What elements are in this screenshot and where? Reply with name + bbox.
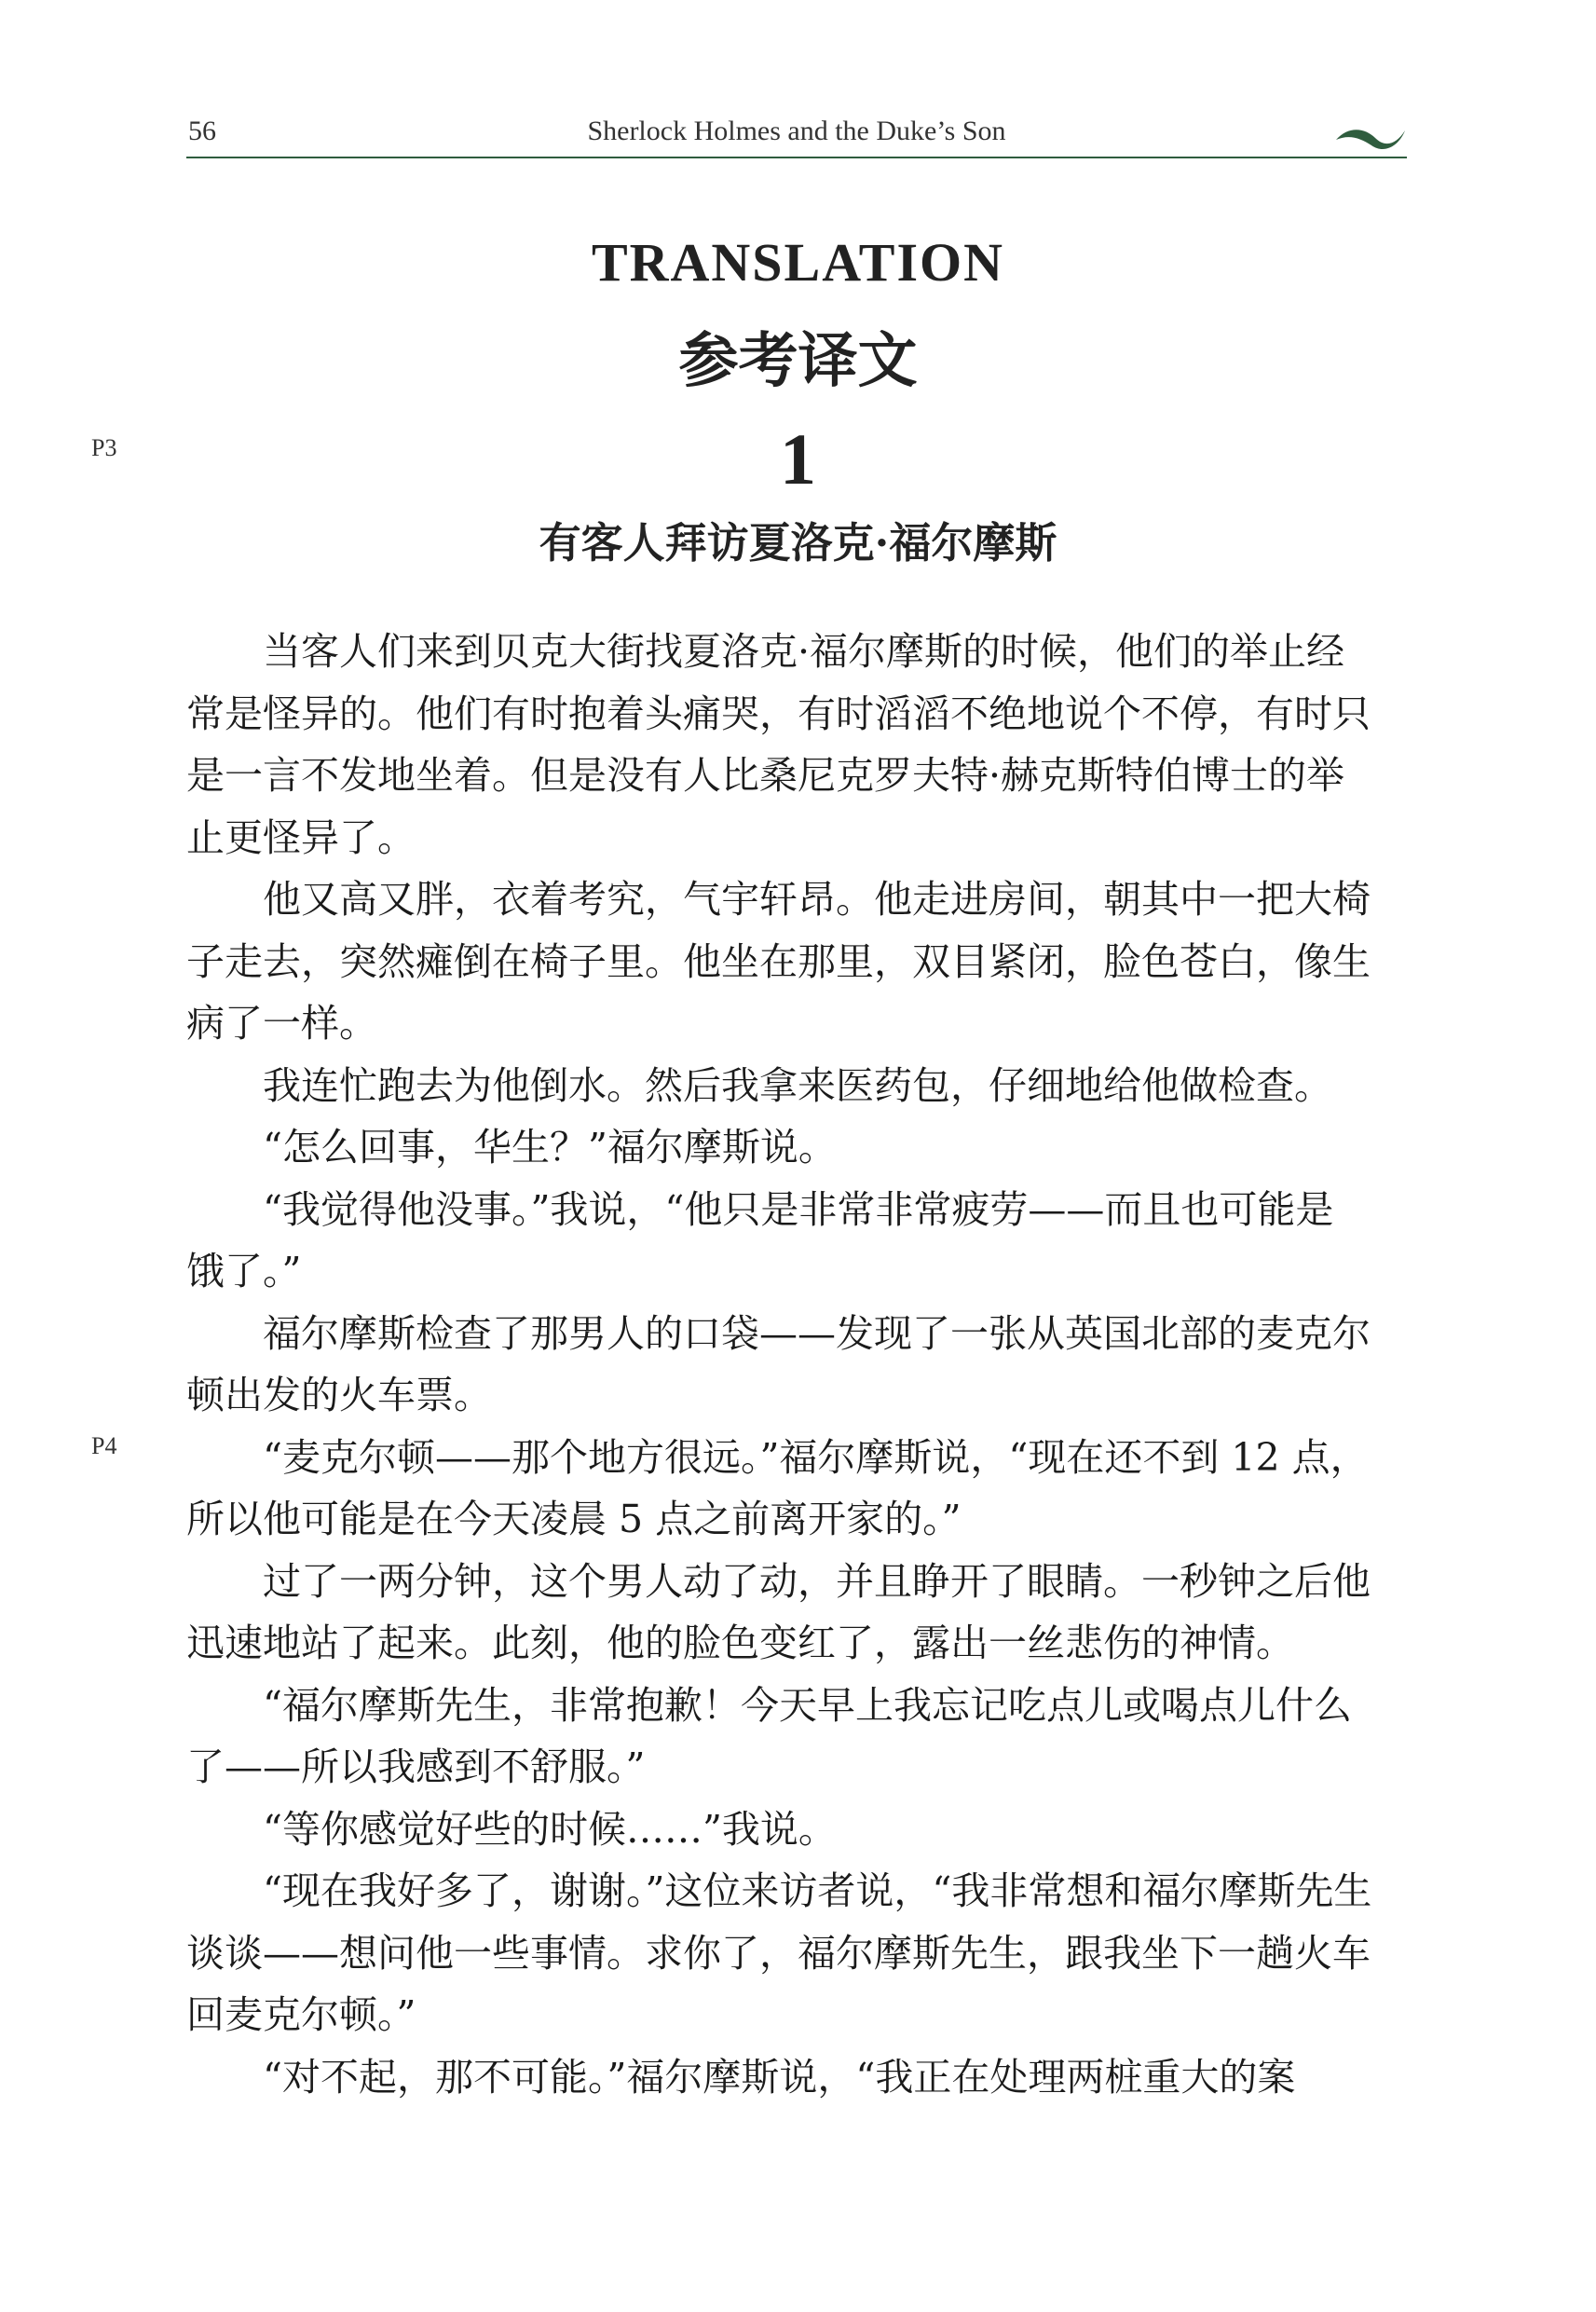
paragraph-12 [186,2046,1407,2109]
text-line: 顿出发的火车票。 [186,1373,492,1417]
text-line: 饿了。” [186,1249,302,1293]
text-line: 是一言不发地坐着。但是没有人比桑尼克罗夫特·赫克斯特伯博士的举 [186,753,1345,798]
body-text [186,621,1407,2108]
paragraph-4 [186,1116,1407,1179]
text-line: 了——所以我感到不舒服。” [186,1744,646,1789]
text-line: “怎么回事，华生？”福尔摩斯说。 [263,1125,837,1170]
text-line: “福尔摩斯先生，非常抱歉！今天早上我忘记吃点儿或喝点儿什么 [263,1682,1352,1728]
paragraph-1 [186,621,1407,869]
text-line: 当客人们来到贝克大街找夏洛克·福尔摩斯的时候，他们的举止经 [263,629,1345,674]
text-line: “我觉得他没事。”我说，“他只是非常非常疲劳——而且也可能是 [263,1186,1334,1232]
chapter-number: 1 [780,418,816,499]
page-header [186,112,1407,158]
paragraph-11 [186,1860,1407,2046]
paragraph-2 [186,869,1407,1055]
leaf-ornament-icon [1334,117,1407,155]
paragraph-3 [186,1055,1407,1117]
text-line: “麦克尔顿——那个地方很远。”福尔摩斯说，“现在还不到 12 点， [263,1434,1369,1480]
page-number: 56 [188,116,216,146]
text-line: 福尔摩斯检查了那男人的口袋——发现了一张从英国北部的麦克尔 [263,1310,1371,1356]
margin-ref-p4: P4 [91,1432,117,1459]
paragraph-8 [186,1551,1407,1675]
text-line: 病了一样。 [186,1001,377,1046]
title-english: TRANSLATION [591,232,1005,293]
paragraph-5 [186,1179,1407,1303]
running-title: Sherlock Holmes and the Duke’s Son [587,116,1006,146]
text-line: 常是怪异的。他们有时抱着头痛哭，有时滔滔不绝地说个不停，有时只 [186,691,1371,736]
chapter-title: 有客人拜访夏洛克·福尔摩斯 [539,518,1057,568]
title-chinese: 参考译文 [678,327,918,396]
text-line: 子走去，突然瘫倒在椅子里。他坐在那里，双目紧闭，脸色苍白，像生 [186,938,1371,984]
text-line: 谈谈——想问他一些事情。求你了，福尔摩斯先生，跟我坐下一趟火车 [186,1930,1371,1976]
text-line: 止更怪异了。 [186,814,416,860]
text-line: 迅速地站了起来。此刻，他的脸色变红了，露出一丝悲伤的神情。 [186,1621,1294,1665]
margin-ref-p3: P3 [91,434,117,461]
paragraph-6 [186,1303,1407,1427]
paragraph-10 [186,1799,1407,1861]
text-line: 所以他可能是在今天凌晨 5 点之前离开家的。” [186,1497,962,1541]
paragraph-9 [186,1675,1407,1799]
text-line: 我连忙跑去为他倒水。然后我拿来医药包，仔细地给他做检查。 [263,1062,1332,1108]
text-line: 他又高又胖，衣着考究，气宇轩昂。他走进房间，朝其中一把大椅 [263,877,1371,922]
text-line: “对不起，那不可能。”福尔摩斯说，“我正在处理两桩重大的案 [263,2054,1296,2100]
text-line: 过了一两分钟，这个男人动了动，并且睁开了眼睛。一秒钟之后他 [263,1558,1371,1604]
text-line: “等你感觉好些的时候……”我说。 [263,1806,837,1852]
text-line: 回麦克尔顿。” [186,1992,416,2037]
text-line: “现在我好多了，谢谢。”这位来访者说，“我非常想和福尔摩斯先生 [263,1868,1372,1913]
paragraph-7 [186,1427,1407,1551]
